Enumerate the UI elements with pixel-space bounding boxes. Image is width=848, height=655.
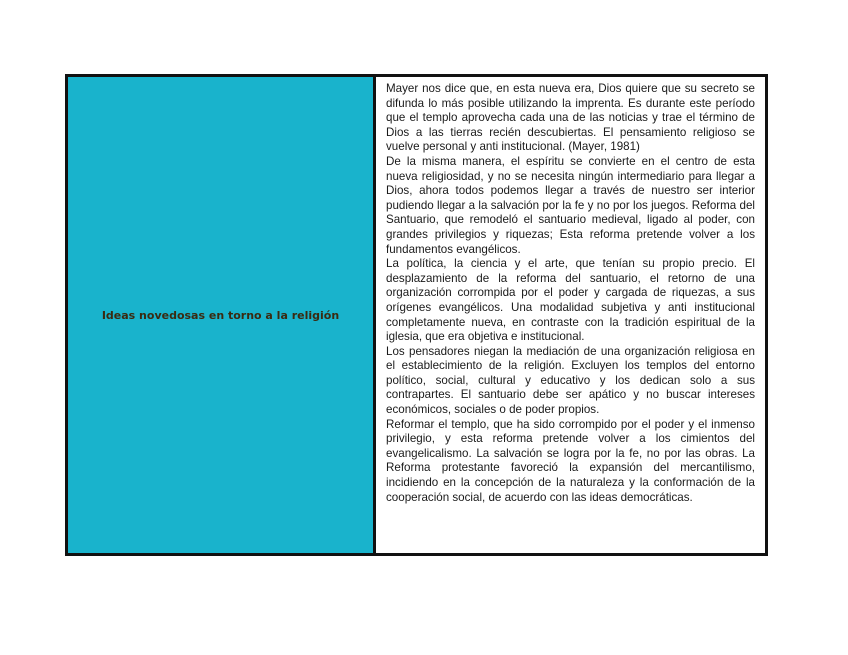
paragraph-5: Reformar el templo, que ha sido corrompido por el poder y el inmenso privilegio, y esta reforma pretende volver a los cimientos del evangelicalismo. La salvación se logra por la fe, no por las obras. La Reforma protestante favoreció la expansión del mercantilismo, incidiendo en la concepción de la naturaleza y la conformación de la cooperación social, de acuerdo con las ideas democráticas. [386,417,755,504]
content-table [65,74,768,556]
paragraph-2: De la misma manera, el espíritu se convierte en el centro de esta nueva religiosidad, y no se necesita ningún intermediario para llegar a Dios, ahora todos podemos llegar a través de nuestro ser interior pudiendo llegar a la salvación por la fe y no por los juegos. Reforma del Santuario, que remodeló el santuario medieval, ligado al poder, con grandes privilegios y riquezas; Esta reforma pretende volver a los fundamentos evangélicos. [386,154,755,256]
paragraph-3: La política, la ciencia y el arte, que tenían su propio precio. El desplazamiento de la reforma del santuario, el retorno de una organización corrompida por el poder y cargada de riquezas, a sus orígenes evangélicos. Una modalidad subjetiva y anti institucional completamente nueva, en contraste con la tradición espiritual de la iglesia, que era objetiva e institucional. [386,257,755,344]
paragraph-4: Los pensadores niegan la mediación de una organización religiosa en el establecimiento de la religión. Excluyen los templos del entorno político, social, cultural y educativo y los dedican solo a sus contrapartes. El santuario debe ser apático y no buscar intereses económicos, sociales o de poder propios. [386,344,755,417]
paragraph-1: Mayer nos dice que, en esta nueva era, Dios quiere que su secreto se difunda lo más posible utilizando la imprenta. Es durante este período que el templo aprovecha cada una de las noticias y trae el término de Dios a las tierras recién descubiertas. El pensamiento religioso se vuelve personal y anti institucional. (Mayer, 1981) [386,82,755,154]
description-cell [376,77,765,553]
topic-label: Ideas novedosas en torno a la religión [101,308,340,322]
topic-cell [68,77,376,553]
